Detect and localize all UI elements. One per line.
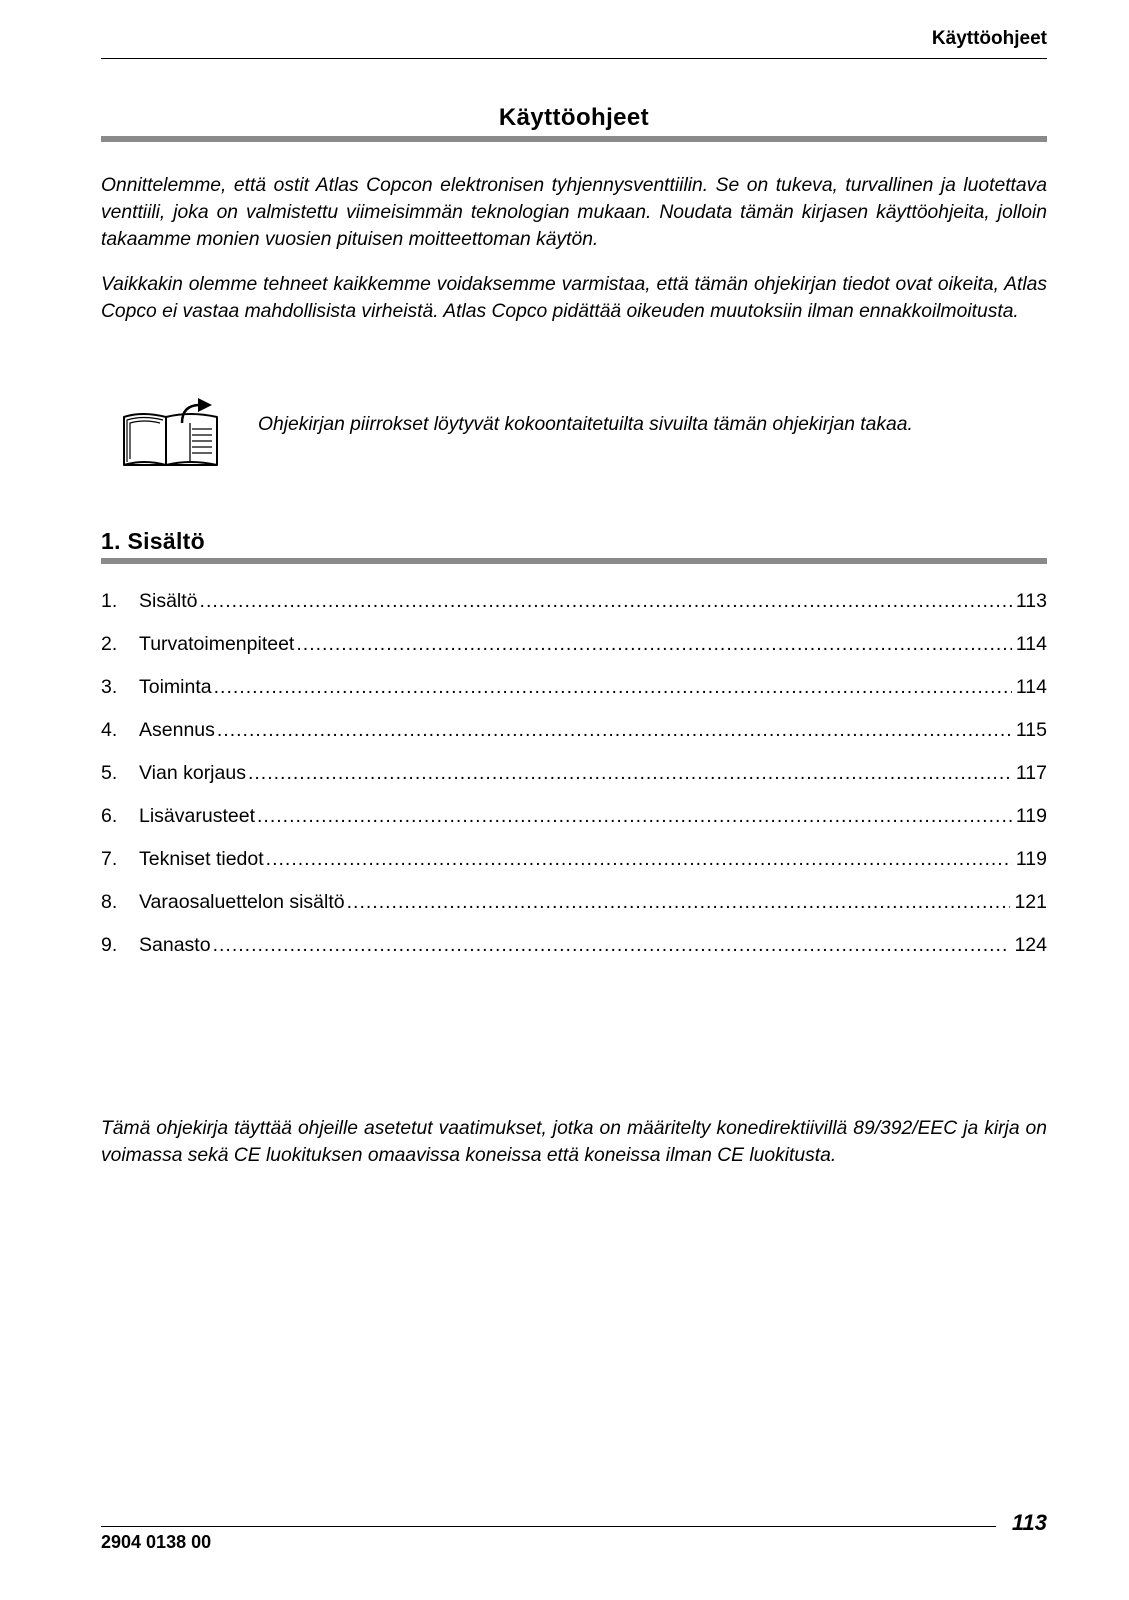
toc-dot-leader <box>248 762 1012 785</box>
toc-label: Lisävarusteet <box>139 805 255 827</box>
running-header: Käyttöohjeet <box>931 28 1047 49</box>
toc-page: 119 <box>1015 848 1047 870</box>
section-underline-bar <box>101 558 1047 564</box>
compliance-statement: Tämä ohjekirja täyttää ohjeille asetetut vaatimukset, jotka on määritelty konedirektiivillä 89/392/EEC ja kirja on voimassa sekä CE luokituksen omaavissa koneissa että koneissa ilman CE luokitusta. <box>101 1118 1047 1166</box>
toc-page: 114 <box>1015 633 1047 655</box>
toc-number: 5. <box>101 762 118 784</box>
toc-dot-leader <box>266 848 1012 871</box>
document-number: 2904 0138 00 <box>101 1532 212 1552</box>
toc-entry-7[interactable] <box>101 848 1047 891</box>
toc-number: 2. <box>101 633 118 655</box>
toc-entry-3[interactable] <box>101 676 1047 719</box>
toc-dot-leader <box>296 633 1012 656</box>
book-page-reference-icon <box>120 395 226 470</box>
header-rule <box>101 58 1047 59</box>
toc-entry-6[interactable] <box>101 805 1047 848</box>
intro-paragraph-1: Onnittelemme, että ostit Atlas Copcon elektronisen tyhjennysventtiilin. Se on tukeva, turvallinen ja luotettava venttiili, joka on valmistettu viimeisimmän teknologian mukaan. Noudata tämän kirjasen käyttöohjeita, jolloin takaamme monien vuosien pituisen moitteettoman käytön. <box>101 175 1047 250</box>
toc-page: 124 <box>1014 934 1047 956</box>
toc-number: 8. <box>101 891 118 913</box>
title-underline-bar <box>101 136 1047 142</box>
toc-dot-leader <box>347 891 1011 914</box>
toc-label: Tekniset tiedot <box>139 848 264 870</box>
toc-label: Vian korjaus <box>139 762 246 784</box>
table-of-contents <box>101 590 1047 977</box>
section-heading: 1. Sisältö <box>101 528 205 554</box>
toc-entry-1[interactable] <box>101 590 1047 633</box>
intro-paragraph-2: Vaikkakin olemme tehneet kaikkemme voidaksemme varmistaa, että tämän ohjekirjan tiedot ovat oikeita, Atlas Copco ei vastaa mahdollisista virheistä. Atlas Copco pidättää oikeuden muutoksiin ilman ennakkoilmoitusta. <box>101 274 1047 322</box>
toc-page: 117 <box>1015 762 1047 784</box>
figure-reference-note: Ohjekirjan piirrokset löytyvät kokoontaitetuilta sivuilta tämän ohjekirjan takaa. <box>258 414 913 435</box>
toc-label: Sanasto <box>139 934 211 956</box>
toc-label: Turvatoimenpiteet <box>139 633 295 655</box>
toc-page: 119 <box>1015 805 1047 827</box>
toc-dot-leader <box>257 805 1012 828</box>
toc-dot-leader <box>200 590 1012 613</box>
toc-page: 121 <box>1014 891 1047 913</box>
toc-entry-5[interactable] <box>101 762 1047 805</box>
document-title: Käyttöohjeet <box>498 104 650 131</box>
toc-dot-leader <box>213 934 1011 957</box>
toc-label: Toiminta <box>139 676 212 698</box>
toc-dot-leader <box>217 719 1012 742</box>
toc-entry-8[interactable] <box>101 891 1047 934</box>
toc-page: 113 <box>1015 590 1047 612</box>
toc-number: 7. <box>101 848 118 870</box>
toc-entry-9[interactable] <box>101 934 1047 977</box>
toc-entry-4[interactable] <box>101 719 1047 762</box>
toc-page: 115 <box>1015 719 1047 741</box>
toc-dot-leader <box>214 676 1012 699</box>
toc-label: Sisältö <box>139 590 198 612</box>
toc-number: 6. <box>101 805 118 827</box>
toc-number: 4. <box>101 719 118 741</box>
toc-label: Asennus <box>139 719 215 741</box>
toc-number: 9. <box>101 934 118 956</box>
toc-number: 1. <box>101 590 118 612</box>
toc-page: 114 <box>1015 676 1047 698</box>
toc-entry-2[interactable] <box>101 633 1047 676</box>
page-number: 113 <box>1011 1510 1047 1535</box>
toc-number: 3. <box>101 676 118 698</box>
toc-label: Varaosaluettelon sisältö <box>139 891 345 913</box>
footer-rule <box>101 1526 996 1527</box>
